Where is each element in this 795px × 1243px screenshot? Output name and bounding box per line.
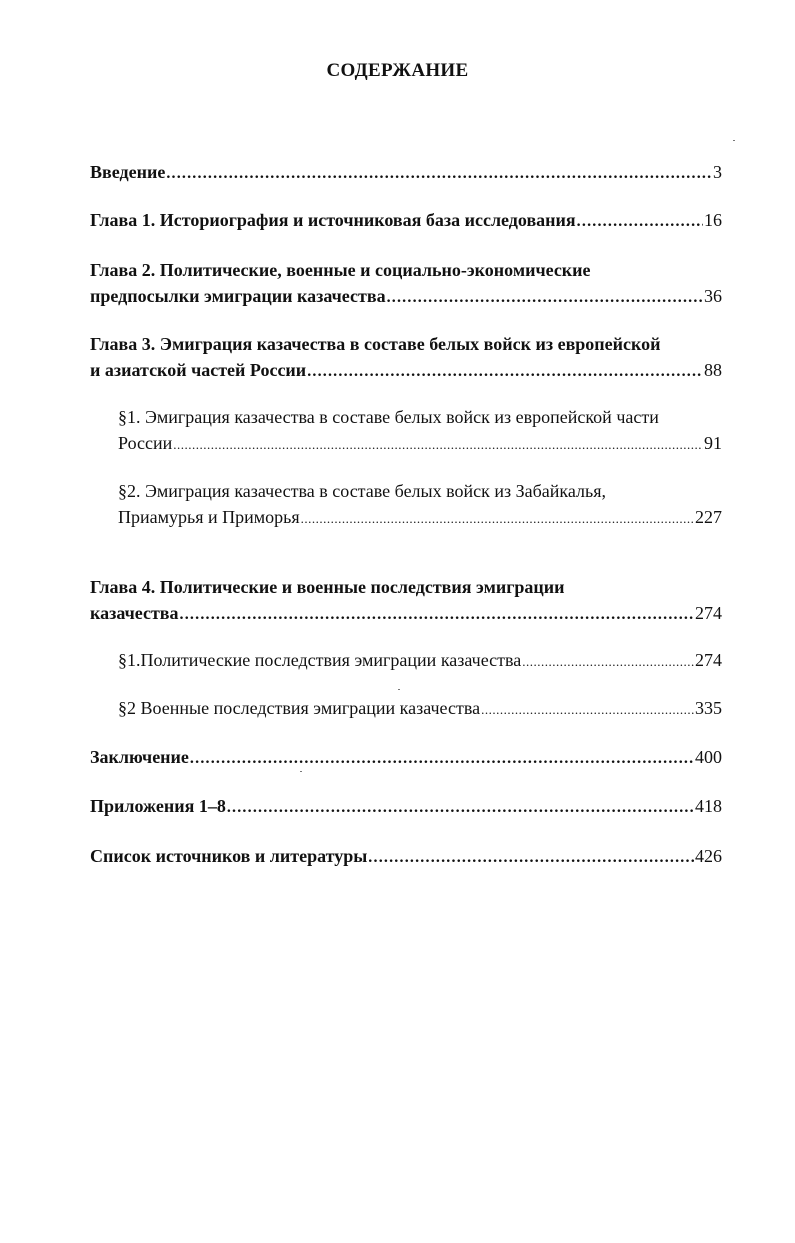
toc-entry-appendices[interactable] — [90, 793, 722, 821]
page-title: СОДЕРЖАНИЕ — [326, 60, 469, 81]
toc-entry-label: и азиатской частей России — [90, 360, 307, 380]
toc-page-number: 36 — [704, 286, 722, 306]
toc-entry-label: §2 Военные последствия эмиграции казачества — [118, 698, 481, 718]
toc-entry-label: Приложения 1–8 — [90, 796, 226, 816]
toc-entry-label: Список источников и литературы — [90, 846, 368, 866]
toc-entry-label: Приамурья и Приморья — [118, 507, 300, 527]
toc-entry-section-4-1[interactable] — [118, 647, 722, 675]
toc-entry-chapter-4[interactable] — [90, 574, 722, 628]
toc-entry-introduction[interactable] — [90, 159, 722, 187]
toc-entry-label-line-1: Глава 3. Эмиграция казачества в составе белых войск из европейской — [90, 334, 661, 354]
dot-leader — [577, 207, 703, 235]
toc-entry-chapter-3[interactable] — [90, 331, 722, 385]
toc-entry-chapter-1[interactable] — [90, 207, 722, 235]
toc-entry-label-line-1: Глава 4. Политические и военные последствия эмиграции — [90, 577, 565, 597]
dot-leader — [368, 843, 694, 871]
toc-entry-label: казачества — [90, 603, 179, 623]
toc-entry-label: Введение — [90, 162, 166, 182]
toc-page-number: 227 — [695, 507, 722, 527]
toc-entry-label: предпосылки эмиграции казачества — [90, 286, 386, 306]
dot-leader — [227, 793, 694, 821]
dot-leader — [173, 430, 703, 458]
toc-page-number: 335 — [695, 698, 722, 718]
dot-leader — [180, 600, 694, 628]
toc-entry-label: России — [118, 433, 173, 453]
dot-leader — [387, 283, 703, 311]
toc-entry-chapter-2[interactable] — [90, 257, 722, 311]
toc-page-number: 3 — [713, 162, 722, 182]
toc-entry-label: Глава 1. Историография и источниковая база исследования — [90, 210, 576, 230]
toc-entry-label: Заключение — [90, 747, 189, 767]
toc-entry-section-3-2[interactable] — [118, 478, 722, 532]
toc-page-number: 88 — [704, 360, 722, 380]
toc-entry-label-line-1: Глава 2. Политические, военные и социально-экономические — [90, 260, 591, 280]
scan-speck — [733, 140, 735, 141]
dot-leader — [307, 357, 703, 385]
toc-page-number: 274 — [695, 650, 722, 670]
toc-page-number: 16 — [704, 210, 722, 230]
toc-entry-section-3-1[interactable] — [118, 404, 722, 458]
toc-entry-label: §1.Политические последствия эмиграции казачества — [118, 650, 522, 670]
scan-speck — [300, 771, 302, 772]
toc-entry-label-line-1: §2. Эмиграция казачества в составе белых войск из Забайкалья, — [118, 481, 606, 501]
toc-page-number: 418 — [695, 796, 722, 816]
dot-leader — [301, 504, 694, 532]
dot-leader — [166, 159, 712, 187]
dot-leader — [481, 695, 694, 723]
toc-entry-conclusion[interactable] — [90, 744, 722, 772]
toc-page-number: 91 — [704, 433, 722, 453]
toc-entry-section-4-2[interactable] — [118, 695, 722, 723]
toc-page-number: 426 — [695, 846, 722, 866]
toc-entry-label-line-1: §1. Эмиграция казачества в составе белых войск из европейской части — [118, 407, 659, 427]
toc-page-number: 400 — [695, 747, 722, 767]
toc-entry-bibliography[interactable] — [90, 843, 722, 871]
toc-page-number: 274 — [695, 603, 722, 623]
dot-leader — [190, 744, 694, 772]
dot-leader — [522, 647, 694, 675]
scan-speck — [398, 689, 400, 690]
